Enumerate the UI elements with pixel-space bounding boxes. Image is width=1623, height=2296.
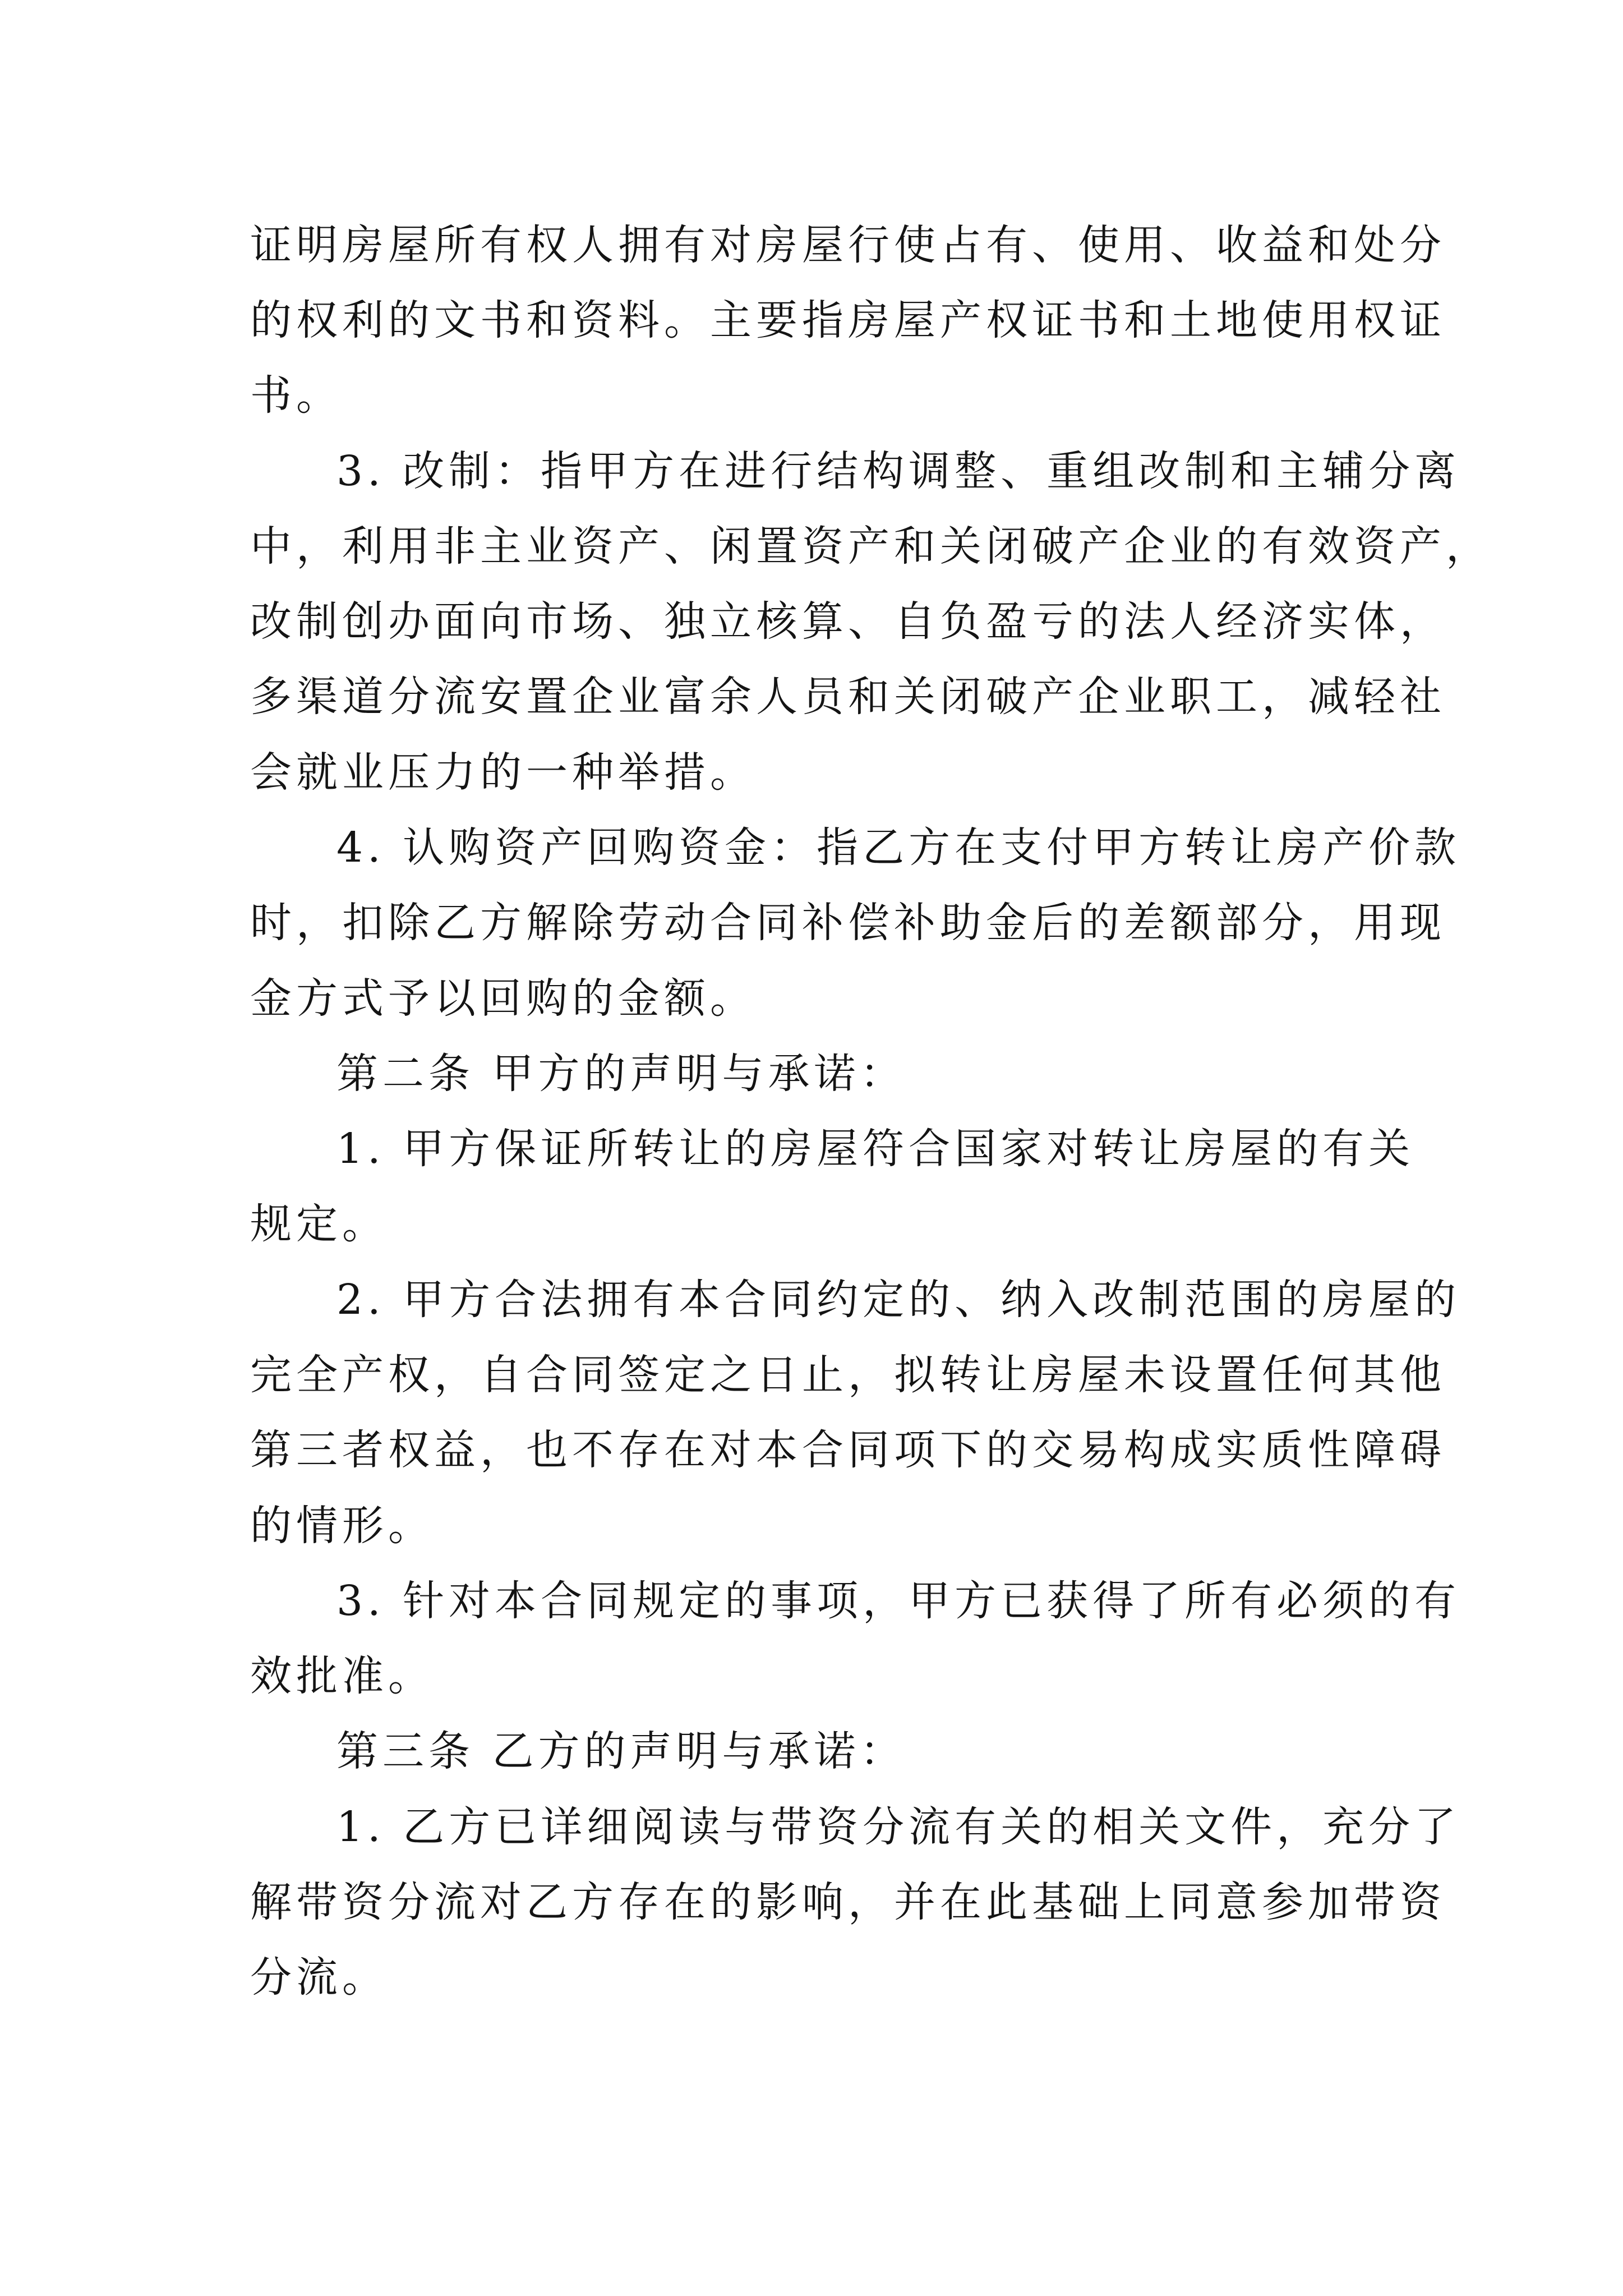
text-line: 完全产权，自合同签定之日止，拟转让房屋未设置任何其他 bbox=[250, 1351, 1446, 1399]
section-heading: 第三条 乙方的声明与承诺： bbox=[336, 1727, 906, 1775]
text-line: 的情形。 bbox=[250, 1502, 434, 1550]
text-line: 3. 改制：指甲方在进行结构调整、重组改制和主辅分离 bbox=[336, 447, 1461, 495]
text-line: 的权利的文书和资料。主要指房屋产权证书和土地使用权证 bbox=[250, 296, 1446, 344]
text-line: 1. 乙方已详细阅读与带资分流有关的相关文件，充分了 bbox=[336, 1803, 1461, 1851]
text-line: 多渠道分流安置企业富余人员和关闭破产企业职工，减轻社 bbox=[250, 673, 1446, 721]
text-line: 时，扣除乙方解除劳动合同补偿补助金后的差额部分，用现 bbox=[250, 899, 1446, 947]
text-line: 解带资分流对乙方存在的影响，并在此基础上同意参加带资 bbox=[250, 1878, 1446, 1926]
text-line: 金方式予以回购的金额。 bbox=[250, 974, 756, 1023]
text-line: 4. 认购资产回购资金：指乙方在支付甲方转让房产价款 bbox=[336, 823, 1461, 872]
text-line: 分流。 bbox=[250, 1953, 388, 2001]
text-line: 会就业压力的一种举措。 bbox=[250, 748, 756, 797]
text-line: 3. 针对本合同规定的事项，甲方已获得了所有必须的有 bbox=[336, 1577, 1461, 1625]
text-line: 2. 甲方合法拥有本合同约定的、纳入改制范围的房屋的 bbox=[336, 1276, 1461, 1324]
text-line: 规定。 bbox=[250, 1200, 388, 1248]
text-line: 效批准。 bbox=[250, 1652, 434, 1700]
text-line: 中，利用非主业资产、闲置资产和关闭破产企业的有效资产， bbox=[250, 522, 1492, 570]
text-line: 第三者权益，也不存在对本合同项下的交易构成实质性障碍 bbox=[250, 1426, 1446, 1474]
section-heading: 第二条 甲方的声明与承诺： bbox=[336, 1050, 906, 1098]
text-line: 书。 bbox=[250, 371, 342, 420]
text-line: 改制创办面向市场、独立核算、自负盈亏的法人经济实体， bbox=[250, 597, 1446, 646]
text-line: 1. 甲方保证所转让的房屋符合国家对转让房屋的有关 bbox=[336, 1125, 1415, 1173]
text-line: 证明房屋所有权人拥有对房屋行使占有、使用、收益和处分 bbox=[250, 221, 1446, 269]
